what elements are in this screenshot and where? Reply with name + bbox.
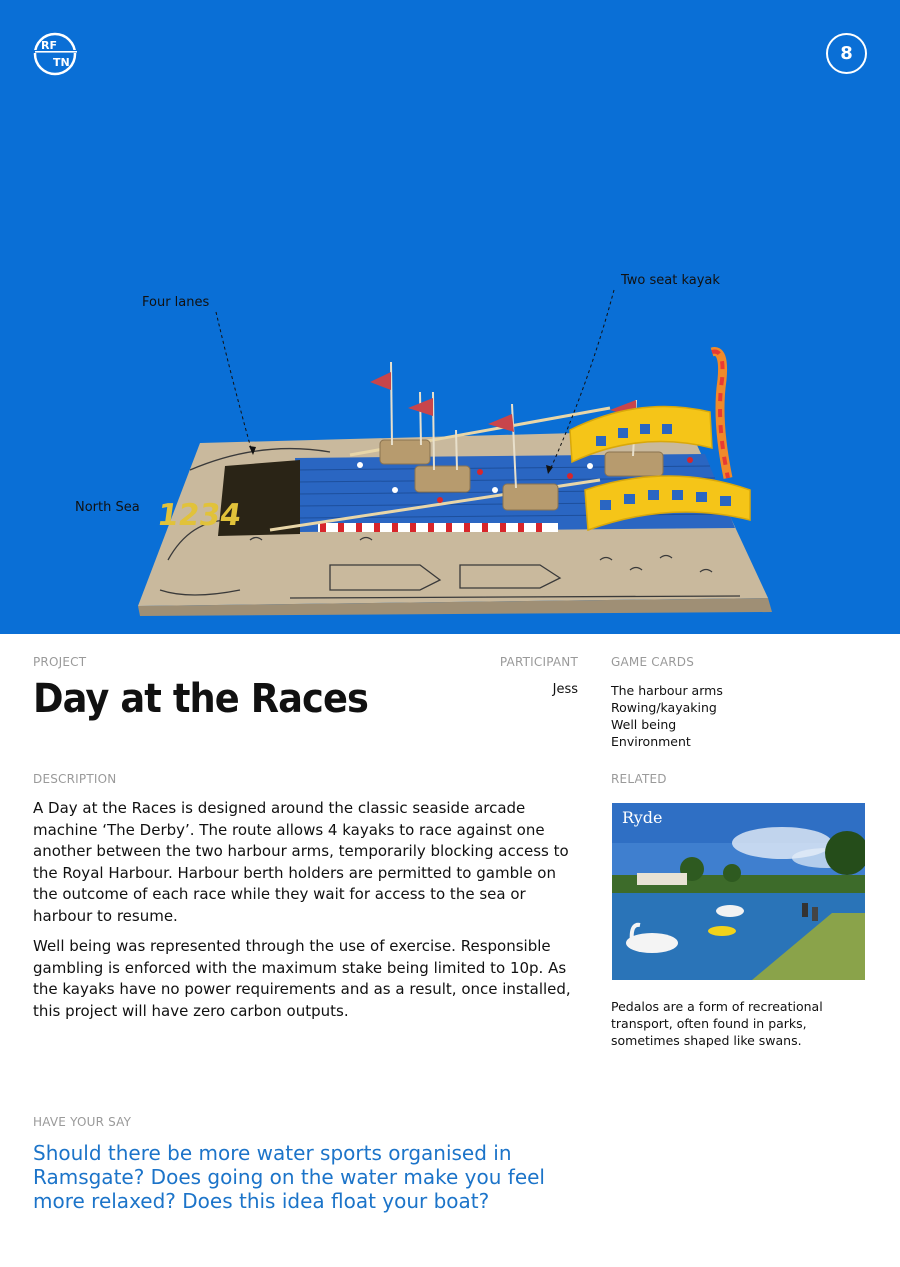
description-paragraph: Well being was represented through the use of exercise. Responsible gambling is enforced with the maximum stake being limited to 10p. As the kayaks have no power requirements and as a result, once installed, this project will have zero carbon outputs. [33,937,571,1020]
list-item: Well being [611,717,677,732]
have-your-say-question: Should there be more water sports organised in Ramsgate? Does going on the water make you feel more relaxed? Does this idea float your boat? [33,1141,545,1213]
callout-four-lanes: Four lanes [142,295,210,310]
svg-text:RF: RF [41,39,57,52]
have-your-say-label: HAVE YOUR SAY [33,1115,132,1129]
page-title: Day at the Races [33,676,368,722]
project-label: PROJECT [33,655,87,669]
description-label: DESCRIPTION [33,772,117,786]
callout-north-sea: North Sea [75,500,140,515]
related-caption: Pedalos are a form of recreational transport, often found in parks, sometimes shaped like swans. [611,999,823,1048]
description-paragraph: A Day at the Races is designed around the classic seaside arcade machine ‘The Derby’. The route allows 4 kayaks to race against one another between the two harbour arms, temporarily blocking access to the Royal Harbour. Harbour berth holders are permitted to gamble on the outcome of each race while they wait for access to the sea or harbour to resume. [33,799,569,925]
game-cards-list [611,682,723,750]
list-item: The harbour arms [611,683,723,698]
callout-two-seat-kayak: Two seat kayak [621,273,720,288]
svg-text:TN: TN [53,56,70,69]
list-item: Environment [611,734,691,749]
svg-text:Ryde: Ryde [622,808,663,827]
game-cards-label: GAME CARDS [611,655,695,669]
related-photo-ryde-pedalos [612,803,865,980]
participant-label: PARTICIPANT [499,655,578,669]
related-label: RELATED [611,772,667,786]
participant-name: Jess [552,682,578,697]
svg-text:1234: 1234 [155,498,244,533]
list-item: Rowing/kayaking [611,700,717,715]
description-body [33,798,583,1031]
page-number: 8 [826,33,867,74]
